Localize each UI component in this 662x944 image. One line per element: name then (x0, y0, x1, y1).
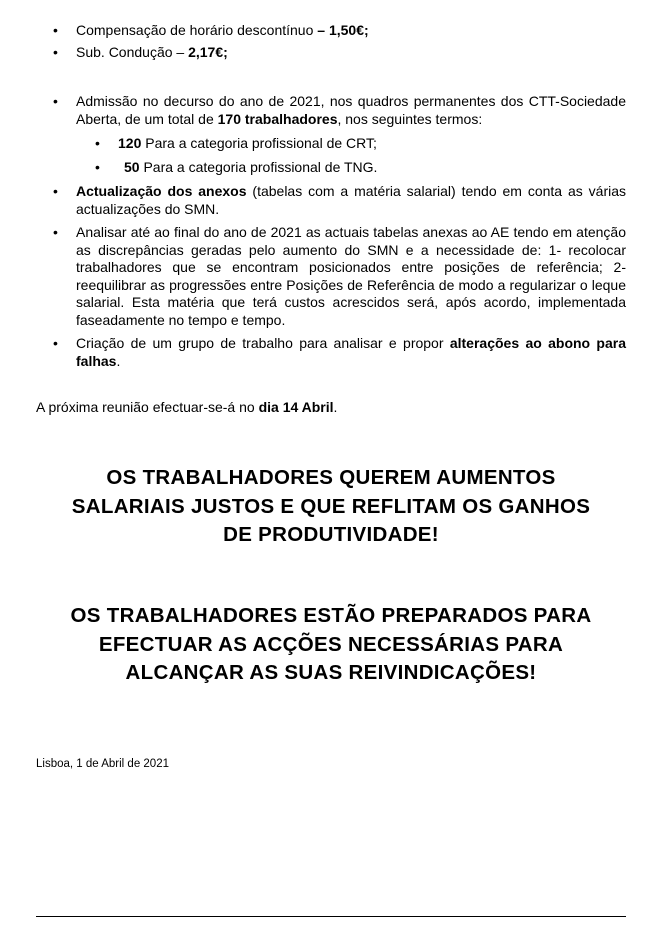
list-item: • 120 Para a categoria profissional de CRT; (36, 135, 626, 153)
date-line: Lisboa, 1 de Abril de 2021 (36, 758, 169, 770)
list-item: • Compensação de horário descontínuo – 1,50€; (36, 22, 626, 40)
sub-bullet-list (36, 135, 626, 176)
list-item-criacao: • Criação de um grupo de trabalho para analisar e propor alterações ao abono para falhas. (36, 335, 626, 370)
top-bullet-list (36, 22, 626, 61)
list-item-analisar: • Analisar até ao final do ano de 2021 as actuais tabelas anexas ao AE tendo em atenção as discrepâncias geradas pelo aumento do SMN e a necessidade de: 1- recolocar trabalhadores que se encontram posicionados entre posições de referência; 2- reequilibrar as progressões entre Posições de Referência de modo a regularizar o leque salarial. Esta matéria que terá custos acrescidos será, após acordo, implementada faseadamente no tempo e tempo. (36, 224, 626, 329)
list-item-actualizacao: • Actualização dos anexos (tabelas com a matéria salarial) tendo em conta as várias actualizações do SMN. (36, 183, 626, 218)
list-item-admissao: • Admissão no decurso do ano de 2021, nos quadros permanentes dos CTT-Sociedade Aberta, de um total de 170 trabalhadores, nos seguintes termos: (36, 93, 626, 128)
list-item: • 50 Para a categoria profissional de TNG. (36, 159, 626, 177)
main-bullet-list (36, 93, 626, 128)
headline-aumentos: OS TRABALHADORES QUEREM AUMENTOS SALARIAIS JUSTOS E QUE REFLITAM OS GANHOS DE PRODUTIVIDADE! (71, 466, 591, 546)
main-bullet-list-2 (36, 183, 626, 370)
list-item: • Sub. Condução – 2,17€; (36, 44, 626, 62)
next-meeting-text: A próxima reunião efectuar-se-á no dia 14 Abril. (36, 399, 338, 415)
headline-accoes: OS TRABALHADORES ESTÃO PREPARADOS PARA EFECTUAR AS ACÇÕES NECESSÁRIAS PARA ALCANÇAR AS SUAS REIVINDICAÇÕES! (70, 604, 592, 684)
bottom-divider (36, 916, 626, 917)
